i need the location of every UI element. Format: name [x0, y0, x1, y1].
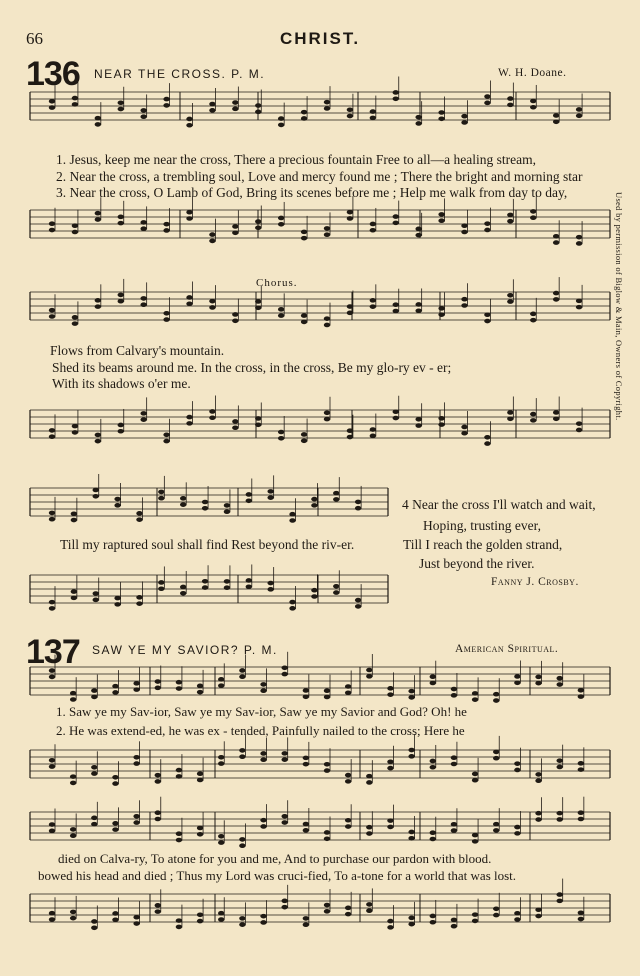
hymn-137-verse-2: 2. He was extend-ed, he was ex - tended, Painfully nailed to the cross; Here he — [56, 723, 465, 738]
hymn-136-chorus-line-3: With its shadows o'er me. — [52, 376, 191, 391]
hymn-137-number: 137 — [26, 633, 80, 671]
hymn-136-title: NEAR THE CROSS. P. M. — [94, 67, 266, 81]
hymn-137-chorus-line-2: bowed his head and died ; Thus my Lord was cruci-fied, To a-tone for a world that was lost. — [38, 868, 517, 883]
hymn-136-chorus-line-1: Flows from Calvary's mountain. — [50, 343, 225, 358]
hymn-136-verse-3: 3. Near the cross, O Lamb of God, Bring its scenes before me ; Help me walk from day to day, — [56, 185, 568, 200]
stanza-4-line-2: Hoping, trusting ever, — [423, 518, 541, 533]
hymn-136-verse-1: 1. Jesus, keep me near the cross, There a precious fountain Free to all—a healing stream, — [56, 152, 536, 167]
hymn-137-composer: American Spiritual. — [455, 643, 559, 655]
stanza-4-line-4: Just beyond the river. — [419, 556, 535, 571]
page-number: 66 — [26, 29, 43, 48]
hymn-136-composer: W. H. Doane. — [498, 67, 567, 79]
hymn-136-number: 136 — [26, 55, 80, 93]
copyright-note-text: Used by permission of Biglow & Main, Owners of Copyright. — [614, 192, 624, 421]
stanza-4-line-3: Till I reach the golden strand, — [403, 537, 563, 552]
section-title: CHRIST. — [279, 29, 361, 48]
hymn-136-chorus-line-2: Shed its beams around me. In the cross, in the cross, Be my glo-ry ev - er; — [52, 360, 452, 375]
lyricist: Fanny J. Crosby. — [491, 576, 579, 588]
chorus-label: Chorus. — [256, 277, 298, 289]
hymn-136-final-line: Till my raptured soul shall find Rest beyond the riv-er. — [60, 537, 355, 552]
hymn-137-verse-1: 1. Saw ye my Sav-ior, Saw ye my Sav-ior, Saw ye my Savior and God? Oh! he — [56, 704, 467, 719]
hymn-136-verse-2: 2. Near the cross, a trembling soul, Love and mercy found me ; There the bright and morning star — [56, 169, 583, 184]
stanza-4-line-1: 4 Near the cross I'll watch and wait, — [402, 497, 596, 512]
hymn-137-chorus-line-1: died on Calva-ry, To atone for you and me, And to purchase our pardon with blood. — [58, 851, 492, 866]
hymn-137-title: SAW YE MY SAVIOR? P. M. — [92, 643, 278, 657]
